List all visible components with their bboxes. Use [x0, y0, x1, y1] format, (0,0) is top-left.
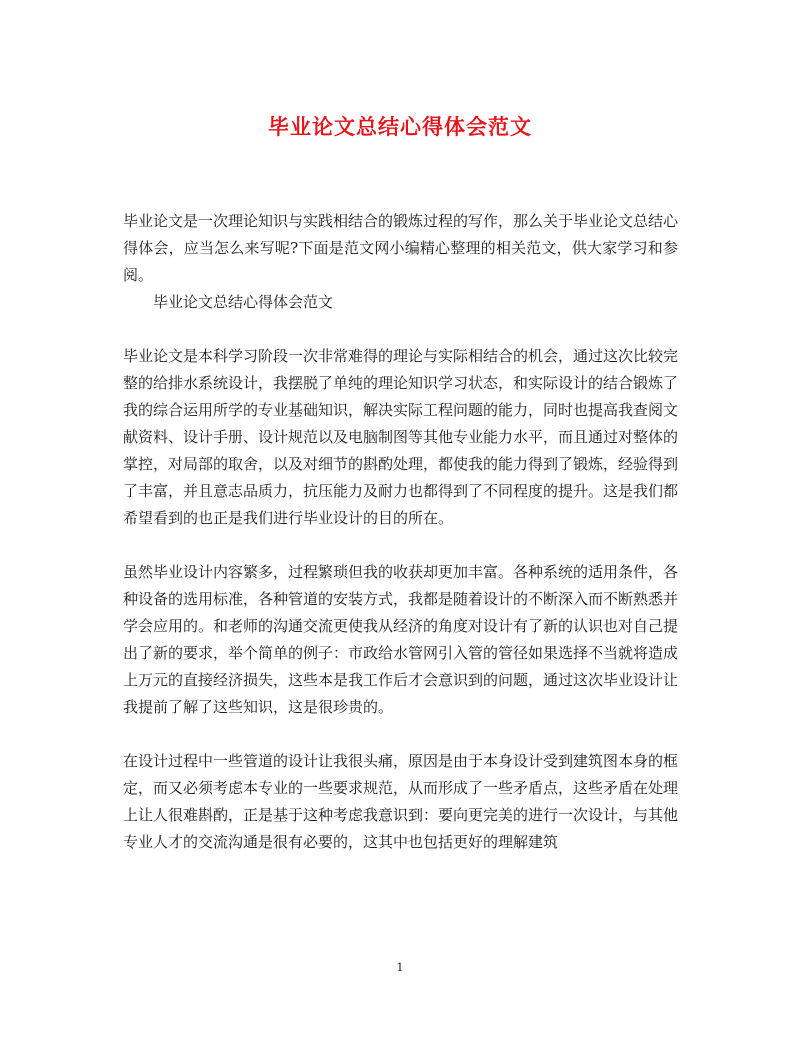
document-title: 毕业论文总结心得体会范文	[268, 114, 532, 139]
page-number: 1	[396, 961, 404, 974]
body-paragraph-3: 在设计过程中一些管道的设计让我很头痛，原因是由于本身设计受到建筑图本身的框定，而又必须考虑本专业的一些要求规范，从而形成了一些矛盾点，这些矛盾在处理上让人很难斟酌，正是基于这种考虑我意识到：要向更完美的进行一次设计，与其他专业人才的交流沟通是很有必要的，这其中也包括更好的理解建筑	[123, 752, 679, 851]
section-heading: 毕业论文总结心得体会范文	[153, 293, 334, 311]
body-paragraph-1: 毕业论文是本科学习阶段一次非常难得的理论与实际相结合的机会，通过这次比较完整的给排水系统设计，我摆脱了单纯的理论知识学习状态，和实际设计的结合锻炼了我的综合运用所学的专业基础知识，解决实际工程问题的能力，同时也提高我查阅文献资料、设计手册、设计规范以及电脑制图等其他专业能力水平，而且通过对整体的掌控，对局部的取舍，以及对细节的斟酌处理，都使我的能力得到了锻炼，经验得到了丰富，并且意志品质力，抗压能力及耐力也都得到了不同程度的提升。这是我们都希望看到的也正是我们进行毕业设计的目的所在。	[123, 347, 679, 527]
document-body	[123, 208, 678, 856]
intro-paragraph: 毕业论文是一次理论知识与实践相结合的锻炼过程的写作，那么关于毕业论文总结心得体会，应当怎么来写呢?下面是范文网小编精心整理的相关范文，供大家学习和参阅。	[123, 212, 679, 284]
body-paragraph-2: 虽然毕业设计内容繁多，过程繁琐但我的收获却更加丰富。各种系统的适用条件，各种设备的选用标准，各种管道的安装方式，我都是随着设计的不断深入而不断熟悉并学会应用的。和老师的沟通交流更使我从经济的角度对设计有了新的认识也对自己提出了新的要求，举个简单的例子：市政给水管网引入管的管径如果选择不当就将造成上万元的直接经济损失，这些本是我工作后才会意识到的问题，通过这次毕业设计让我提前了解了这些知识，这是很珍贵的。	[123, 563, 679, 716]
